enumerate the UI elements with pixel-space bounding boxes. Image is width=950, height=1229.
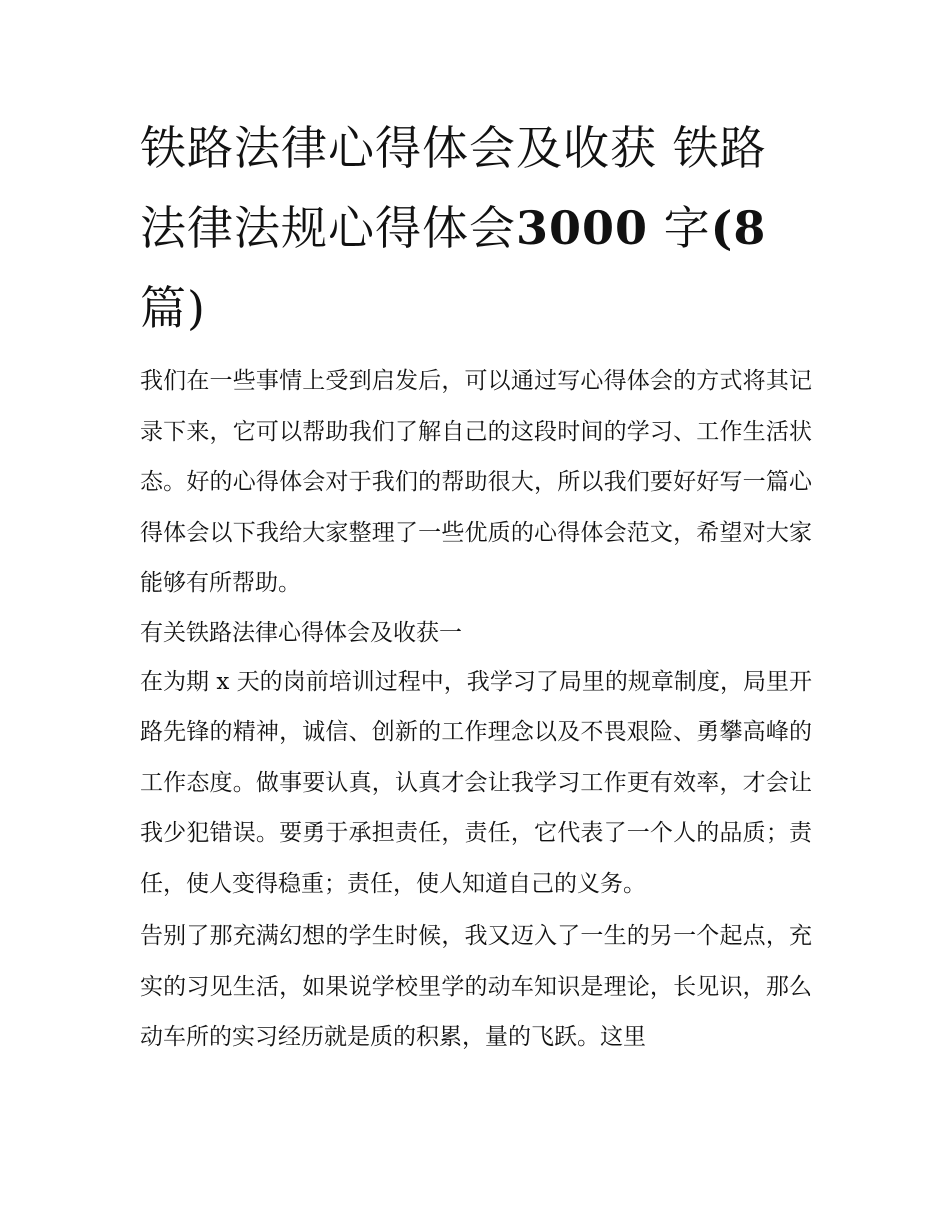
section-heading: 有关铁路法律心得体会及收获一 — [140, 619, 462, 646]
body-paragraph: 告别了那充满幻想的学生时候，我又迈入了一生的另一个起点，充实的习见生活，如果说学校里学的动车知识是理论，长见识，那么动车所的实习经历就是质的积累，量的飞跃。这里 — [140, 923, 812, 1050]
body-paragraph: 在为期 x 天的岗前培训过程中，我学习了局里的规章制度，局里开路先锋的精神，诚信、创新的工作理念以及不畏艰险、勇攀高峰的工作态度。做事要认真，认真才会让我学习工作更有效率，才会让我少犯错误。要勇于承担责任，责任，它代表了一个人的品质；责任，使人变得稳重；责任，使人知道自己的义务。 — [140, 668, 812, 897]
title-suffix: 篇) — [140, 281, 206, 335]
title-number: 3000 — [516, 201, 649, 255]
document-title — [140, 108, 812, 348]
document-content — [140, 108, 812, 1063]
intro-paragraph: 我们在一些事情上受到启发后，可以通过写心得体会的方式将其记录下来，它可以帮助我们了解自己的这段时间的学习、工作生活状态。好的心得体会对于我们的帮助很大，所以我们要好好写一篇心得体会以下我给大家整理了一些优质的心得体会范文，希望对大家能够有所帮助。 — [140, 368, 812, 596]
title-unit: 字 — [663, 201, 711, 255]
title-text: 铁路法律心得体会及收获 铁路法律法规心得体会 — [140, 121, 767, 255]
title-count: (8 — [710, 201, 767, 255]
